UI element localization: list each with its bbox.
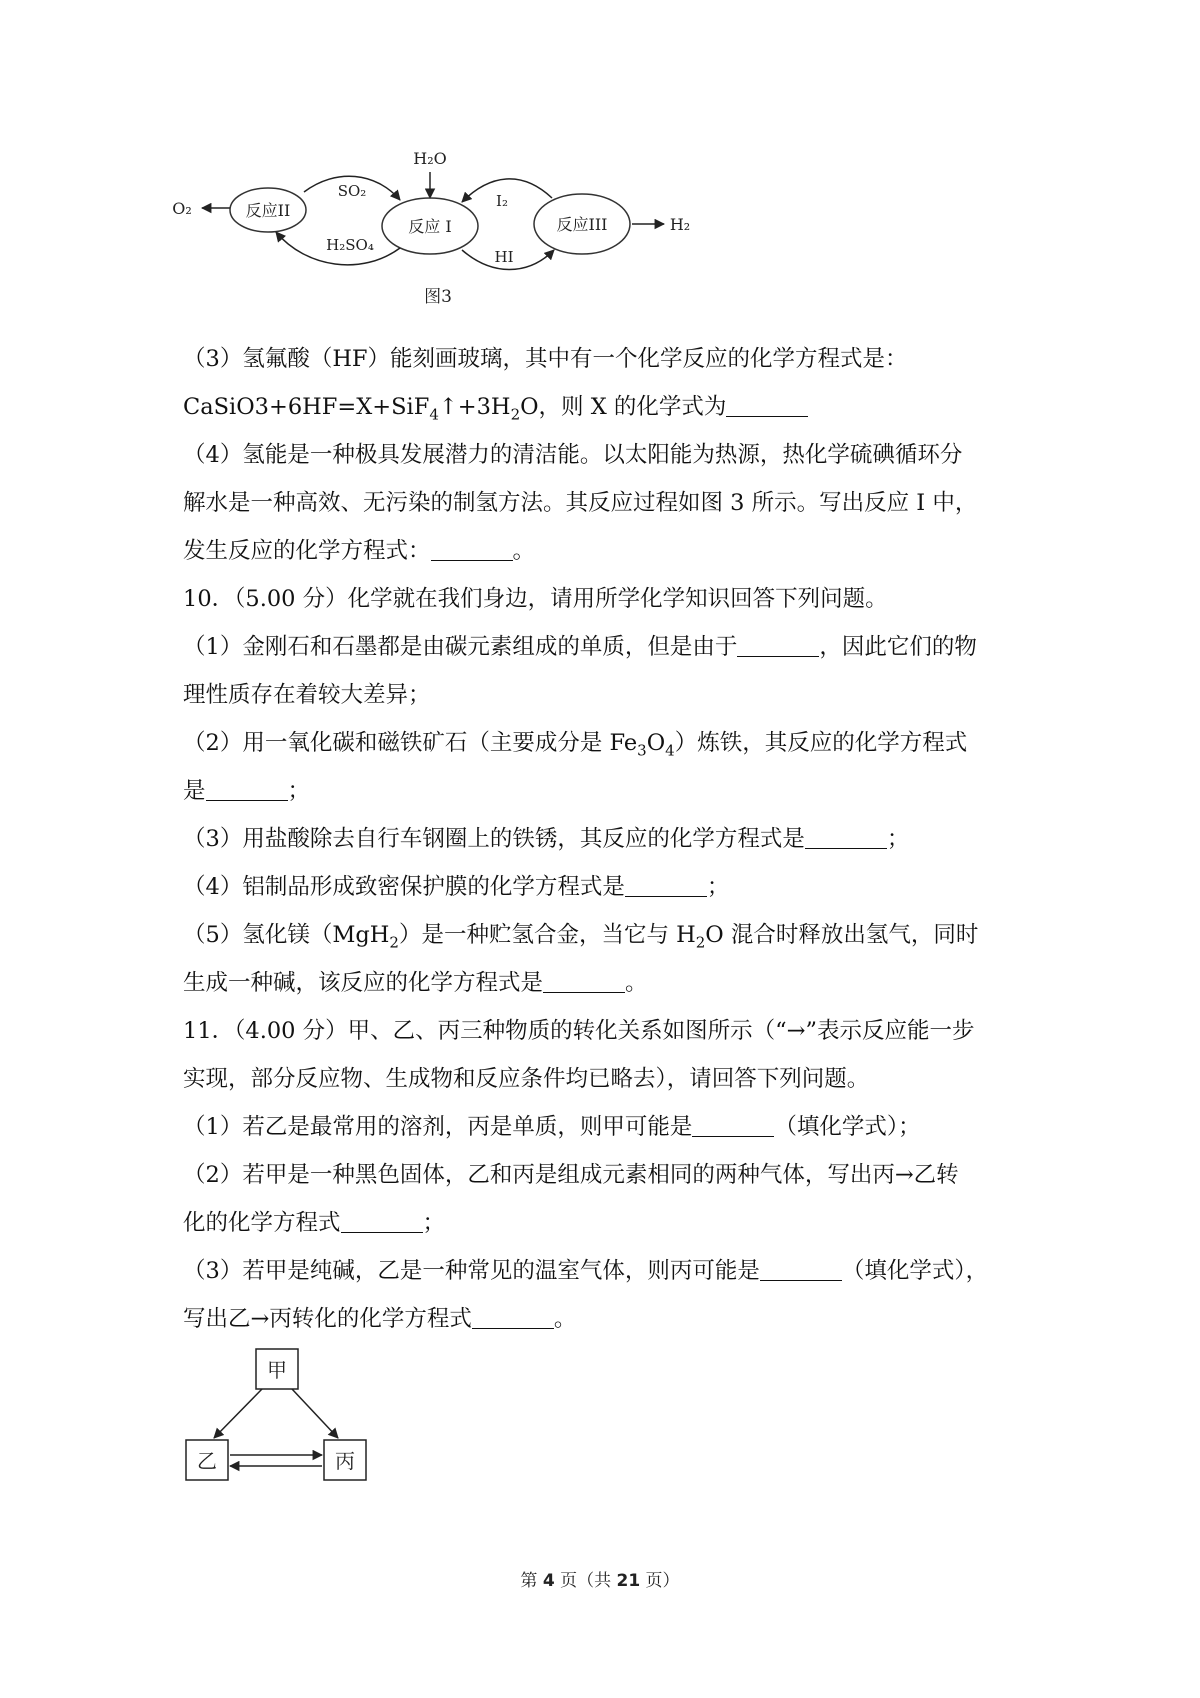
reaction-ii-label: 反应II <box>245 201 291 220</box>
answer-blank[interactable] <box>341 1208 423 1233</box>
q9-part4-line3: 发生反应的化学方程式： 。 <box>183 538 536 564</box>
yi-label: 乙 <box>197 1449 217 1473</box>
jia-label: 甲 <box>267 1358 287 1382</box>
reaction-iii-label: 反应III <box>556 215 608 234</box>
q9-part4-line2: 解水是一种高效、无污染的制氢方法。其反应过程如图 3 所示。写出反应 I 中， <box>183 490 978 516</box>
answer-blank[interactable] <box>692 1112 774 1137</box>
q10-part3: （3）用盐酸除去自行车钢圈上的铁锈，其反应的化学方程式是 ； <box>183 826 910 852</box>
jia-yi-bing-diagram <box>180 1345 380 1485</box>
answer-blank[interactable] <box>760 1256 842 1281</box>
q10-part2-line2: 是 ； <box>183 778 311 804</box>
q9-part3-line1: （3）氢氟酸（HF）能刻画玻璃，其中有一个化学反应的化学方程式是： <box>183 346 908 372</box>
figure-3-caption: 图3 <box>424 287 452 307</box>
answer-blank[interactable] <box>431 536 513 561</box>
q9-part3-line2: $CaSiO3+6HF=X+SiF_4↑+3H_2O$，则 X 的化学式为 <box>183 383 1027 431</box>
q11-part2-line1: （2）若甲是一种黑色固体，乙和丙是组成元素相同的两种气体，写出丙→乙转 <box>183 1162 959 1188</box>
q11-heading-line1: 11．（4.00 分）甲、乙、丙三种物质的转化关系如图所示（“→”表示反应能一步 <box>183 1018 975 1044</box>
answer-blank[interactable] <box>472 1304 554 1329</box>
q10-heading: 10．（5.00 分）化学就在我们身边，请用所学化学知识回答下列问题。 <box>183 586 888 612</box>
figure-3-cycle-diagram <box>172 149 756 330</box>
q10-part1-line2: 理性质存在着较大差异； <box>183 682 431 708</box>
q9-part4-line1: （4）氢能是一种极具发展潜力的清洁能。以太阳能为热源，热化学硫碘循环分 <box>183 442 963 468</box>
q11-heading-line2: 实现，部分反应物、生成物和反应条件均已略去），请回答下列问题。 <box>183 1066 870 1092</box>
q11-part3-line2: 写出乙→丙转化的化学方程式 。 <box>183 1306 577 1332</box>
h2so4-label: H₂SO₄ <box>326 236 374 254</box>
q11-part2-line2: 化的化学方程式 ； <box>183 1210 446 1236</box>
bing-label: 丙 <box>335 1449 355 1473</box>
question-body <box>183 335 1027 1343</box>
h2o-label: H₂O <box>413 149 447 168</box>
answer-blank[interactable] <box>543 968 625 993</box>
o2-label: O₂ <box>172 199 192 218</box>
page-footer: 第 4 页（共 21 页） <box>520 1571 680 1591</box>
so2-label: SO₂ <box>337 182 367 200</box>
q11-part1: （1）若乙是最常用的溶剂，丙是单质，则甲可能是 （填化学式）； <box>183 1114 921 1140</box>
q10-part5-line2: 生成一种碱，该反应的化学方程式是 。 <box>183 970 648 996</box>
answer-blank[interactable] <box>726 392 808 417</box>
jia-to-bing-arrow <box>292 1389 338 1438</box>
hi-label: HI <box>494 248 514 266</box>
q10-part4: （4）铝制品形成致密保护膜的化学方程式是 ； <box>183 874 730 900</box>
q10-part2-line1: （2）用一氧化碳和磁铁矿石（主要成分是 $Fe_3O_4$）炼铁，其反应的化学方程式 <box>183 730 968 760</box>
h2-label: H₂ <box>669 215 691 234</box>
q10-part5-line1: （5）氢化镁（MgH$_2$）是一种贮氢合金，当它与 $H_2O$ 混合时释放出氢气，同时 <box>183 922 979 952</box>
total-pages: 21 <box>616 1571 641 1591</box>
answer-blank[interactable] <box>737 632 819 657</box>
q10-part1-line1: （1）金刚石和石墨都是由碳元素组成的单质，但是由于 ，因此它们的物 <box>183 634 977 660</box>
answer-blank[interactable] <box>206 776 288 801</box>
page-number: 4 <box>542 1571 555 1591</box>
reaction-i-label: 反应 I <box>408 217 452 236</box>
jia-to-yi-arrow <box>214 1389 262 1438</box>
q11-part3-line1: （3）若甲是纯碱，乙是一种常见的温室气体，则丙可能是 （填化学式）， <box>183 1258 989 1284</box>
answer-blank[interactable] <box>805 824 887 849</box>
answer-blank[interactable] <box>625 872 707 897</box>
i2-label: I₂ <box>496 192 508 210</box>
